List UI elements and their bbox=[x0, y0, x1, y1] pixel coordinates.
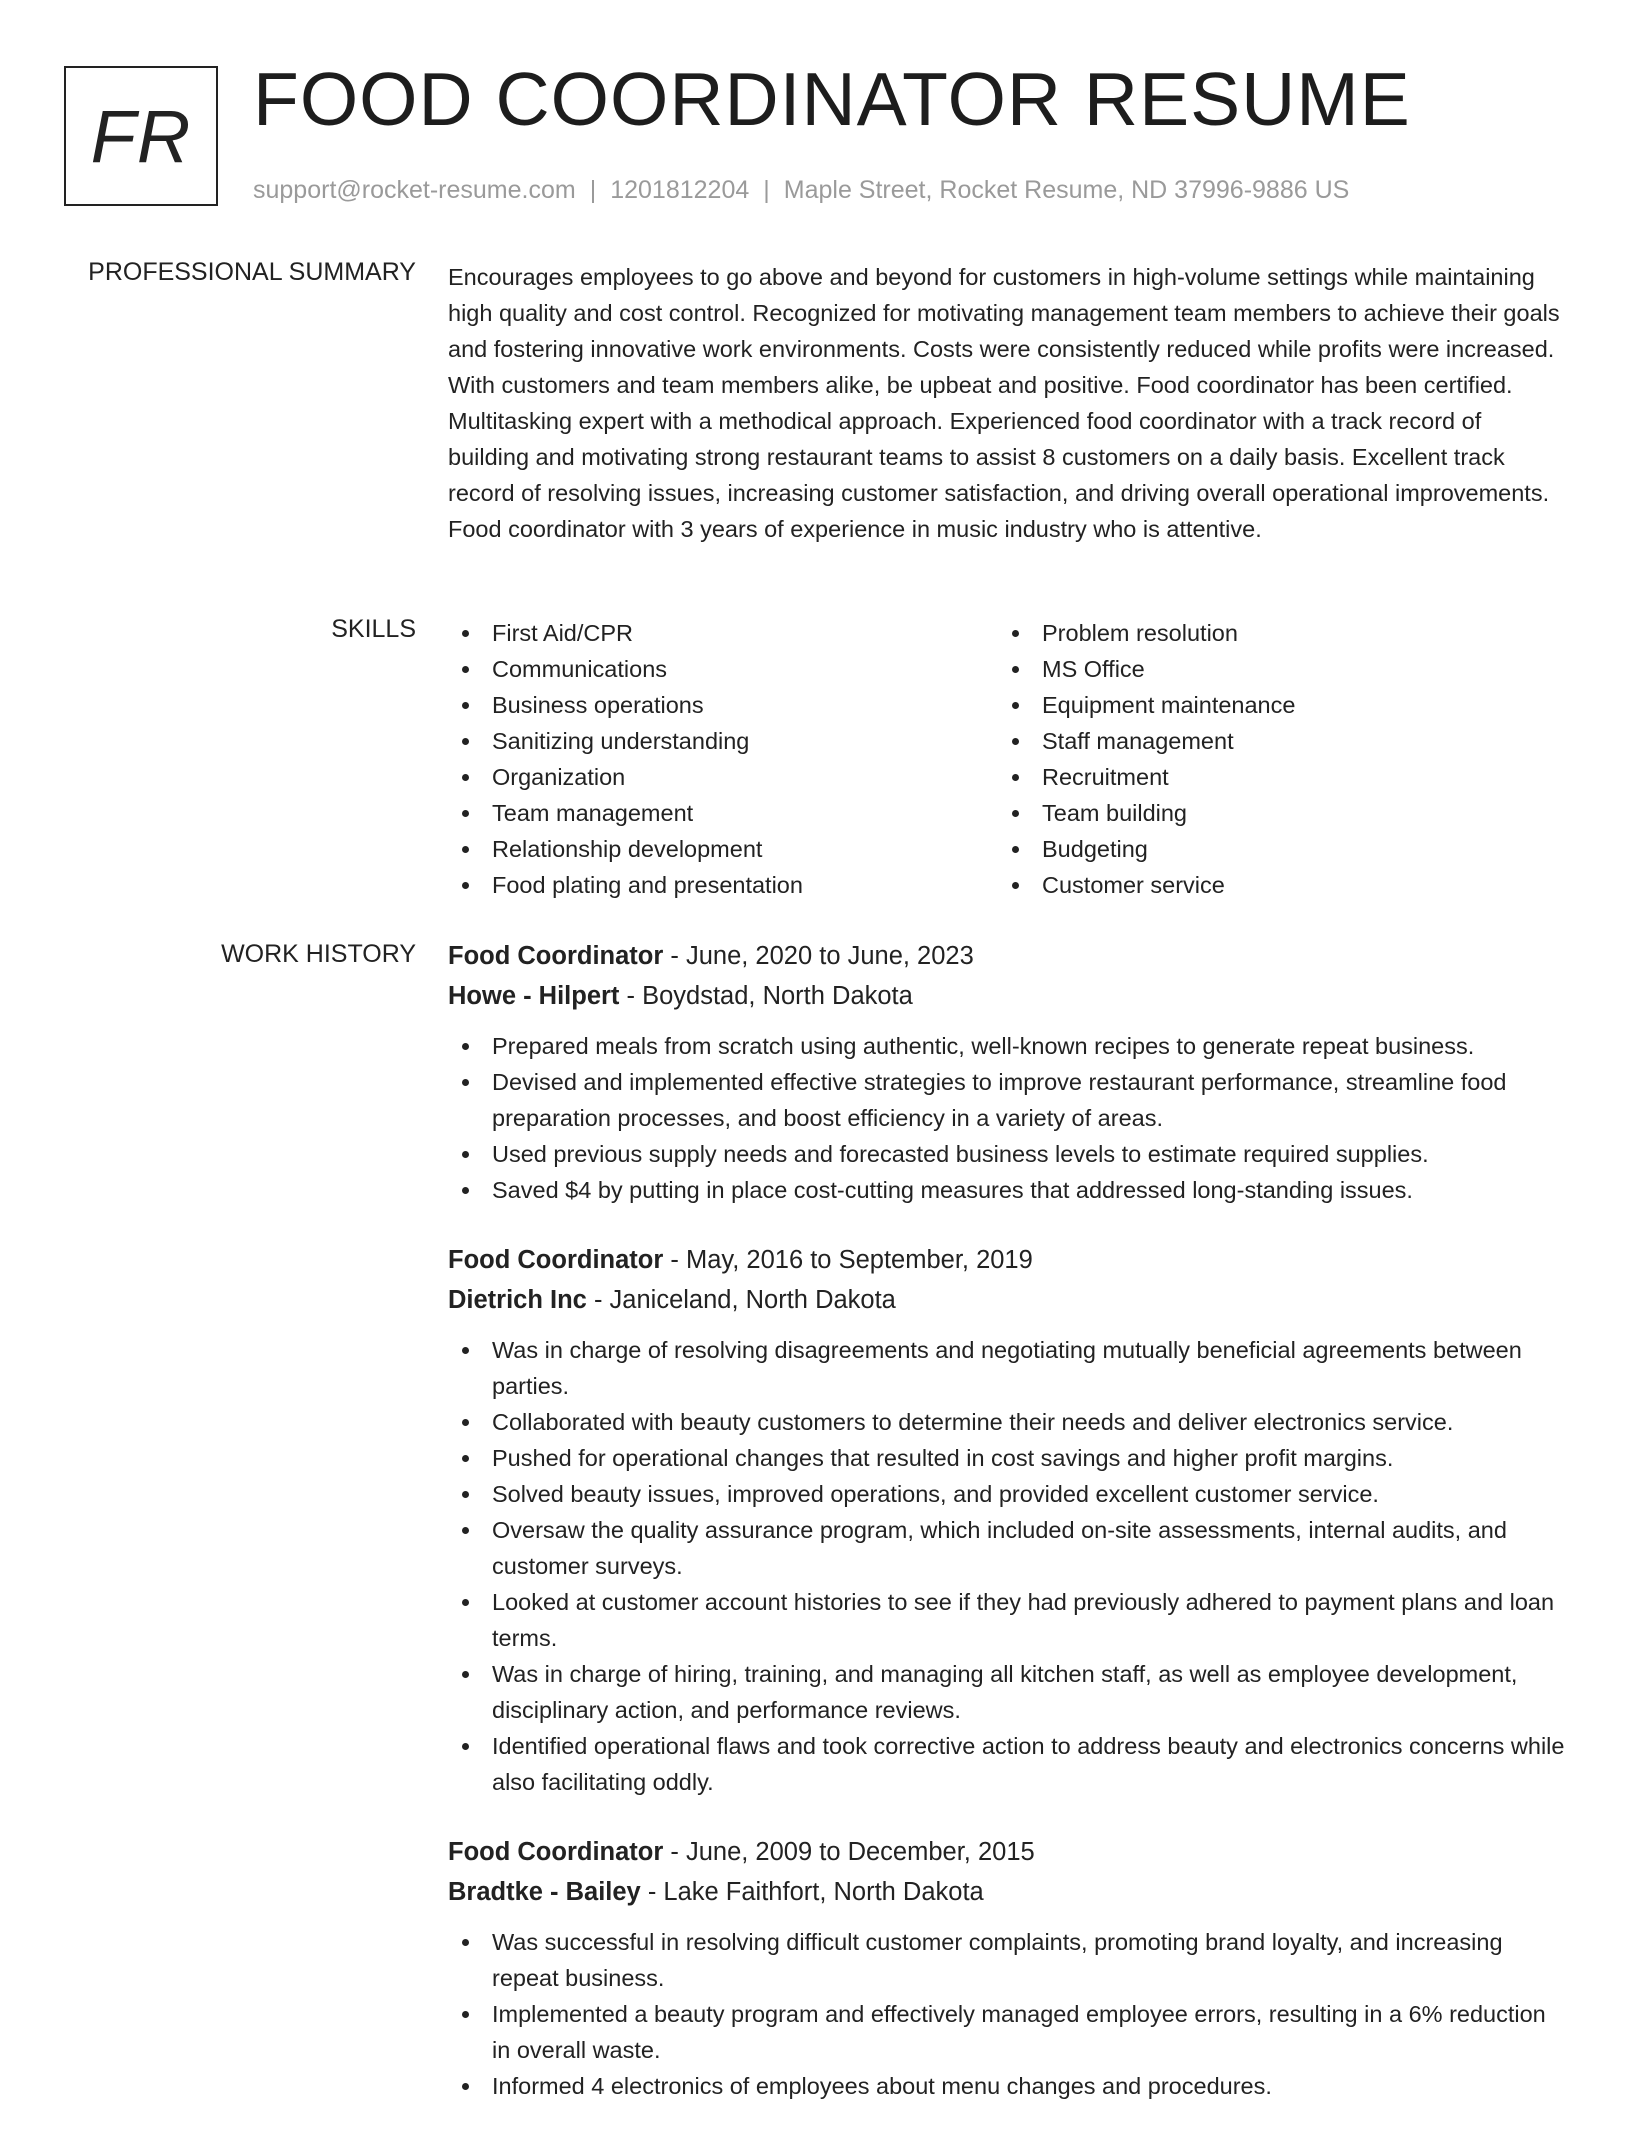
job-bullets bbox=[448, 1332, 1568, 1800]
skill-item: Recruitment bbox=[998, 759, 1548, 795]
contact-email[interactable]: support@rocket-resume.com bbox=[253, 176, 576, 204]
skill-item: Business operations bbox=[448, 687, 998, 723]
job-company-line bbox=[448, 1872, 1568, 1912]
section-label-skills: SKILLS bbox=[331, 615, 416, 643]
work-history-section bbox=[448, 936, 1568, 2136]
summary-section bbox=[448, 259, 1568, 547]
contact-line bbox=[253, 176, 1349, 205]
job-title-line bbox=[448, 936, 1568, 976]
resume-title: FOOD COORDINATOR RESUME bbox=[253, 57, 1411, 141]
skill-item: Team management bbox=[448, 795, 998, 831]
job-bullet: Pushed for operational changes that resulted in cost savings and higher profit margins. bbox=[448, 1440, 1568, 1476]
job-bullet: Solved beauty issues, improved operations, and provided excellent customer service. bbox=[448, 1476, 1568, 1512]
skills-list-right bbox=[998, 615, 1548, 903]
job-location: - Janiceland, North Dakota bbox=[586, 1286, 896, 1314]
summary-text: Encourages employees to go above and beyond for customers in high-volume settings while maintaining high quality and cost control. Recognized for motivating management team members to achieve their goals and fostering innovative work environments. Costs were consistently reduced while profits were increased. With customers and team members alike, be upbeat and positive. Food coordinator has been certified. Multitasking expert with a methodical approach. Experienced food coordinator with a track record of building and motivating strong restaurant teams to assist 8 customers on a daily basis. Excellent track record of resolving issues, increasing customer satisfaction, and driving overall operational improvements. Food coordinator with 3 years of experience in music industry who is attentive. bbox=[448, 264, 1560, 542]
job-dates: - June, 2020 to June, 2023 bbox=[663, 942, 974, 970]
job-company: Bradtke - Bailey bbox=[448, 1878, 641, 1906]
job-company: Dietrich Inc bbox=[448, 1286, 587, 1314]
job-bullet: Looked at customer account histories to see if they had previously adhered to payment plans and loan terms. bbox=[448, 1584, 1568, 1656]
section-label-work-history: WORK HISTORY bbox=[221, 940, 416, 968]
job-title-line bbox=[448, 1832, 1568, 1872]
job-dates: - June, 2009 to December, 2015 bbox=[663, 1838, 1035, 1866]
job-title-line bbox=[448, 1240, 1568, 1280]
job-bullet: Devised and implemented effective strategies to improve restaurant performance, streamline food preparation processes, and boost efficiency in a variety of areas. bbox=[448, 1064, 1568, 1136]
contact-address: Maple Street, Rocket Resume, ND 37996-9886 US bbox=[783, 176, 1350, 204]
job-bullet: Was in charge of hiring, training, and managing all kitchen staff, as well as employee development, disciplinary action, and performance reviews. bbox=[448, 1656, 1568, 1728]
contact-separator: | bbox=[763, 176, 770, 204]
skill-item: First Aid/CPR bbox=[448, 615, 998, 651]
job-bullet: Was in charge of resolving disagreements and negotiating mutually beneficial agreements between parties. bbox=[448, 1332, 1568, 1404]
job-company-line bbox=[448, 1280, 1568, 1320]
contact-phone[interactable]: 1201812204 bbox=[610, 176, 750, 204]
skill-item: Organization bbox=[448, 759, 998, 795]
skill-item: Food plating and presentation bbox=[448, 867, 998, 903]
job-bullet: Implemented a beauty program and effectively managed employee errors, resulting in a 6% reduction in overall waste. bbox=[448, 1996, 1568, 2068]
job-title: Food Coordinator bbox=[448, 1838, 664, 1866]
skills-section bbox=[448, 615, 1568, 903]
skills-list-left bbox=[448, 615, 998, 903]
job-title: Food Coordinator bbox=[448, 942, 664, 970]
skill-item: Team building bbox=[998, 795, 1548, 831]
job-location: - Lake Faithfort, North Dakota bbox=[640, 1878, 984, 1906]
contact-separator: | bbox=[589, 176, 597, 204]
skill-item: Problem resolution bbox=[998, 615, 1548, 651]
skill-item: Staff management bbox=[998, 723, 1548, 759]
job-dates: - May, 2016 to September, 2019 bbox=[663, 1246, 1033, 1274]
job-bullet: Prepared meals from scratch using authentic, well-known recipes to generate repeat business. bbox=[448, 1028, 1568, 1064]
job-entry bbox=[448, 936, 1568, 1208]
job-bullet: Saved $4 by putting in place cost-cutting measures that addressed long-standing issues. bbox=[448, 1172, 1568, 1208]
skill-item: Relationship development bbox=[448, 831, 998, 867]
job-bullets bbox=[448, 1028, 1568, 1208]
skill-item: Customer service bbox=[998, 867, 1548, 903]
skill-item: MS Office bbox=[998, 651, 1548, 687]
section-label-summary: PROFESSIONAL SUMMARY bbox=[88, 258, 416, 286]
job-company: Howe - Hilpert bbox=[448, 982, 620, 1010]
skill-item: Equipment maintenance bbox=[998, 687, 1548, 723]
monogram-box bbox=[64, 66, 218, 206]
job-entry bbox=[448, 1240, 1568, 1800]
job-bullet: Oversaw the quality assurance program, which included on-site assessments, internal audits, and customer surveys. bbox=[448, 1512, 1568, 1584]
job-location: - Boydstad, North Dakota bbox=[619, 982, 913, 1010]
job-bullets bbox=[448, 1924, 1568, 2104]
job-bullet: Informed 4 electronics of employees about menu changes and procedures. bbox=[448, 2068, 1568, 2104]
skill-item: Communications bbox=[448, 651, 998, 687]
job-company-line bbox=[448, 976, 1568, 1016]
job-bullet: Was successful in resolving difficult customer complaints, promoting brand loyalty, and increasing repeat business. bbox=[448, 1924, 1568, 1996]
job-bullet: Identified operational flaws and took corrective action to address beauty and electronics concerns while also facilitating oddly. bbox=[448, 1728, 1568, 1800]
skill-item: Sanitizing understanding bbox=[448, 723, 998, 759]
job-bullet: Used previous supply needs and forecasted business levels to estimate required supplies. bbox=[448, 1136, 1568, 1172]
job-title: Food Coordinator bbox=[448, 1246, 664, 1274]
job-entry bbox=[448, 1832, 1568, 2104]
job-bullet: Collaborated with beauty customers to determine their needs and deliver electronics service. bbox=[448, 1404, 1568, 1440]
skill-item: Budgeting bbox=[998, 831, 1548, 867]
monogram-initials: FR bbox=[90, 94, 192, 178]
